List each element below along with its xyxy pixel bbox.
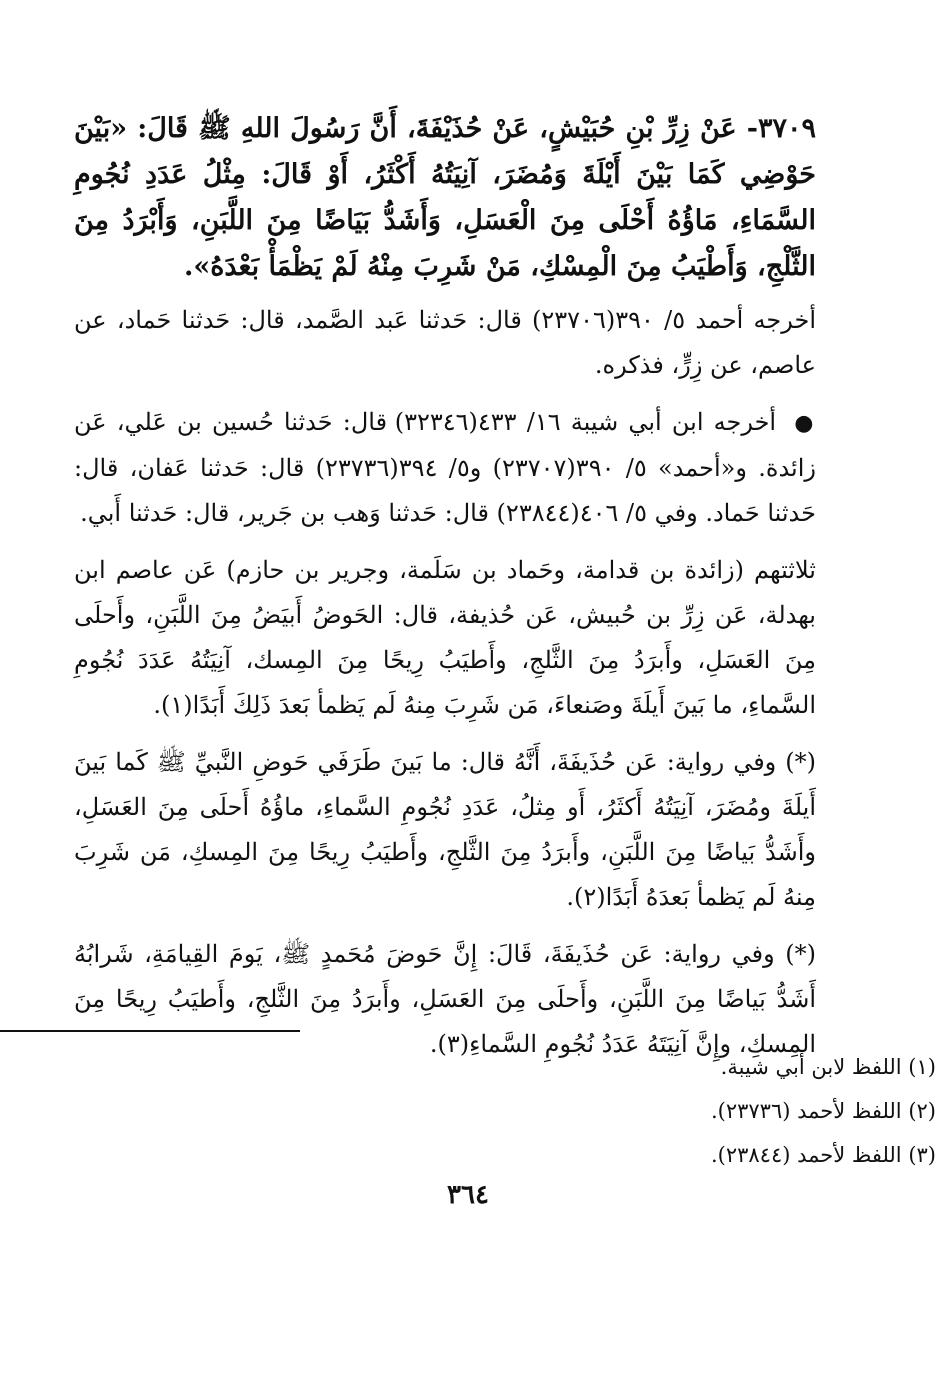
takhrij-combined-paragraph: ثلاثتهم (زائدة بن قدامة، وحَماد بن سَلَمة، وجرير بن حازم) عَن عاصم ابن بهدلة، عَن زِرِّ بن حُبيش، عَن حُذيفة، قال: الحَوضُ أَبيَضُ مِنَ اللَّبَنِ، وأَحلَى مِنَ العَسَلِ، وأَبرَدُ مِنَ الثَّلجِ، وأَطيَبُ رِيحًا مِنَ المِسك، آنِيَتُهُ عَدَدَ نُجُومِ السَّماءِ، ما بَينَ أَيلَةَ وصَنعاءَ، مَن شَرِبَ مِنهُ لَم يَظمأ بَعدَ ذَلِكَ أَبَدًا(١). [74, 556, 816, 719]
page-body [74, 106, 816, 1079]
footnote-item: (٢) اللفظ لأحمد (٢٣٧٣٦). [710, 1099, 936, 1123]
page-number: ٣٦٤ [447, 1180, 489, 1210]
bullet-icon: ● [794, 411, 816, 436]
hadith-text: ٣٧٠٩- عَنْ زِرِّ بْنِ حُبَيْشٍ، عَنْ حُذَيْفَةَ، أَنَّ رَسُولَ اللهِ ﷺ قَالَ: «بَيْنَ حَوْضِي كَمَا بَيْنَ أَيْلَةَ وَمُضَرَ، آنِيَتُهُ أَكْثَرُ، أَوْ قَالَ: مِثْلُ عَدَدِ نُجُومِ السَّمَاءِ، مَاؤُهُ أَحْلَى مِنَ الْعَسَلِ، وَأَشَدُّ بَيَاضًا مِنَ اللَّبَنِ، وَأَبْرَدُ مِنَ الثَّلْجِ، وَأَطْيَبُ مِنَ الْمِسْكِ، مَنْ شَرِبَ مِنْهُ لَمْ يَظْمَأْ بَعْدَهُ». [74, 113, 816, 282]
takhrij-bullet-paragraph [74, 400, 816, 536]
riwaya-paragraph-2: (*) وفي رواية: عَن حُذَيفَةَ، قَالَ: إِنَّ حَوضَ مُحَمدٍ ﷺ، يَومَ القِيامَةِ، شَرابُهُ أَشَدُّ بَياضًا مِنَ اللَّبَنِ، وأَحلَى مِنَ العَسَلِ، وأَبرَدُ مِنَ الثَّلجِ، وأَطيَبُ رِيحًا مِنَ المِسكِ، وإِنَّ آنِيَتَهُ عَدَدُ نُجُومِ السَّماءِ(٣). [74, 940, 816, 1058]
footnotes-section [194, 1045, 936, 1177]
footnote-item: (٣) اللفظ لأحمد (٢٣٨٤٤). [710, 1143, 936, 1167]
takhrij-paragraph: أخرجه أحمد ٥/ ٣٩٠(٢٣٧٠٦) قال: حَدثنا عَبد الصَّمد، قال: حَدثنا حَماد، عن عاصم، عن زِرٍّ، فذكره. [74, 306, 816, 379]
footnote-divider [0, 1030, 300, 1032]
footnote-item: (١) اللفظ لابن أبي شيبة. [720, 1055, 936, 1079]
takhrij-bullet-text: أخرجه ابن أبي شيبة ١٦/ ٤٣٣(٣٢٣٤٦) قال: حَدثنا حُسين بن عَلي، عَن زائدة. و«أحمد» ٥/ ٣٩٠(٢٣٧٠٧) و٥/ ٣٩٤(٢٣٧٣٦) قال: حَدثنا عَفان، قال: حَدثنا حَماد. وفي ٥/ ٤٠٦(٢٣٨٤٤) قال: حَدثنا وَهب بن جَرير، قال: حَدثنا أَبي. [74, 408, 816, 527]
riwaya-paragraph-1: (*) وفي رواية: عَن حُذَيفَةَ، أَنَّهُ قال: ما بَينَ طَرَفَي حَوضِ النَّبيِّ ﷺ كَما بَينَ أَيلَةَ ومُضَرَ، آنِيَتُهُ أَكثَرُ، أَو مِثلُ، عَدَدِ نُجُومِ السَّماءِ، ماؤُهُ أَحلَى مِنَ العَسَلِ، وأَشَدُّ بَياضًا مِنَ اللَّبَنِ، وأَبرَدُ مِنَ الثَّلجِ، وأَطيَبُ رِيحًا مِنَ المِسكِ، مَن شَرِبَ مِنهُ لَم يَظمأ بَعدَهُ أَبَدًا(٢). [74, 748, 816, 911]
